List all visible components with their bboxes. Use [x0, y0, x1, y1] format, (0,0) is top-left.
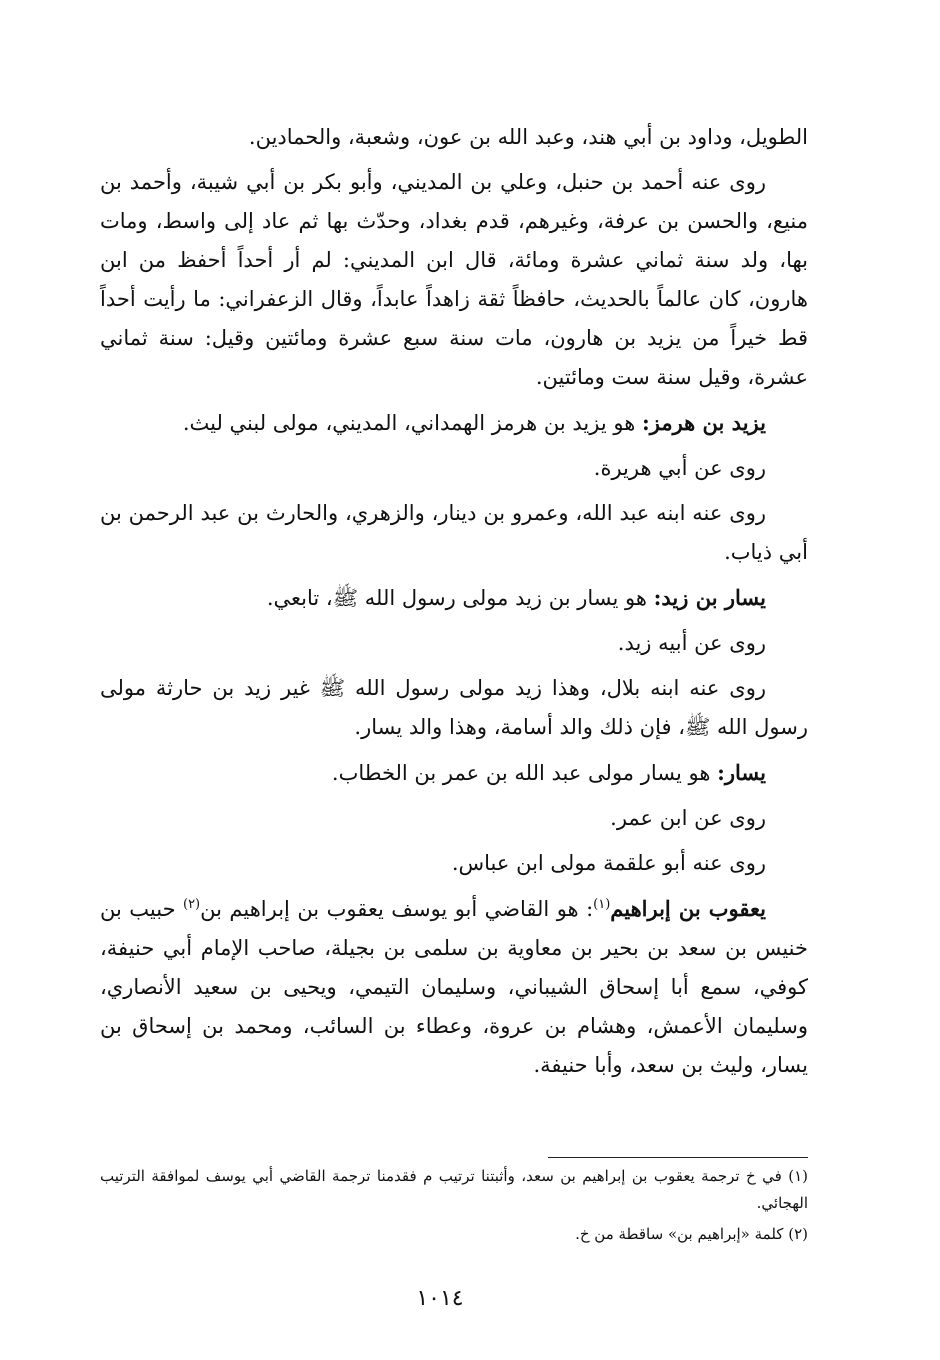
paragraph-4-text: روى عن أبي هريرة. [593, 456, 766, 480]
entry-yasar [100, 753, 808, 793]
paragraph-7-text: روى عن أبيه زيد. [617, 631, 766, 655]
paragraph-5-text: روى عنه ابنه عبد الله، وعمرو بن دينار، والزهري، والحارث بن عبد الرحمن بن أبي ذياب. [100, 501, 808, 564]
paragraph-10 [100, 799, 808, 838]
paragraph-5 [100, 494, 808, 572]
page-number: ١٠١٤ [416, 1286, 464, 1311]
paragraph-11 [100, 844, 808, 883]
entry-heading: يعقوب بن إبراهيم [610, 896, 766, 921]
paragraph-1 [100, 118, 808, 157]
paragraph-2-text: روى عنه أحمد بن حنبل، وعلي بن المديني، وأبو بكر بن أبي شيبة، وأحمد بن منيع، والحسن بن عرفة، وغيرهم، قدم بغداد، وحدّث بها ثم عاد إلى واسط، ومات بها، ولد سنة ثماني عشرة ومائة، قال ابن المديني: لم أر أحداً أحفظ من ابن هارون، كان عالماً بالحديث، حافظاً ثقة زاهداً عابداً، وقال الزعفراني: ما رأيت أحداً قط خيراً من يزيد بن هارون، مات سنة سبع عشرة ومائتين وقيل: سنة ثماني عشرة، وقيل سنة ست ومائتين. [100, 170, 808, 389]
entry-yaqub-ibn-ibrahim [100, 889, 808, 1085]
paragraph-4 [100, 449, 808, 488]
entry-text: هو يسار مولى عبد الله بن عمر بن الخطاب. [331, 761, 718, 785]
paragraph-11-text: روى عنه أبو علقمة مولى ابن عباس. [451, 851, 766, 875]
entry-yazid-ibn-hurmuz [100, 403, 808, 443]
footnote-ref-1[interactable]: (١) [593, 897, 611, 912]
paragraph-7 [100, 624, 808, 663]
footnotes [100, 1163, 808, 1252]
footnote-ref-2[interactable]: (٢) [182, 897, 201, 912]
entry-text-part-2: حبيب بن خنيس بن سعد بن بحير بن معاوية بن سلمى بن بجيلة، صاحب الإمام أبي حنيفة، كوفي، سمع أبا إسحاق الشيباني، وسليمان التيمي، ويحيى بن سعيد الأنصاري، وسليمان الأعمش، وهشام بن عروة، وعطاء بن السائب، ومحمد بن إسحاق بن يسار، وليث بن سعد، وأبا حنيفة. [100, 897, 808, 1077]
page-body [100, 118, 808, 1091]
footnote-2: (٢) كلمة «إبراهيم بن» ساقطة من خ. [575, 1225, 808, 1243]
paragraph-1-text: الطويل، وداود بن أبي هند، وعبد الله بن عون، وشعبة، والحمادين. [248, 125, 808, 149]
paragraph-10-text: روى عن ابن عمر. [610, 806, 766, 830]
entry-heading: يسار: [717, 760, 766, 785]
footnote-1: (١) في خ ترجمة يعقوب بن إبراهيم بن سعد، وأثبتنا ترتيب م فقدمنا ترجمة القاضي أبي يوسف لموافقة الترتيب الهجائي. [100, 1167, 808, 1212]
entry-yasar-ibn-zayd [100, 578, 808, 618]
entry-heading: يسار بن زيد: [653, 585, 766, 610]
entry-text: هو يزيد بن هرمز الهمداني، المديني، مولى لبني ليث. [182, 411, 642, 435]
entry-text: هو يسار بن زيد مولى رسول الله ﷺ، تابعي. [266, 586, 654, 610]
entry-text-part-1: : هو القاضي أبو يوسف يعقوب بن إبراهيم بن [200, 897, 594, 921]
entry-heading: يزيد بن هرمز: [641, 410, 766, 435]
paragraph-8 [100, 669, 808, 747]
paragraph-8-text: روى عنه ابنه بلال، وهذا زيد مولى رسول الله ﷺ غير زيد بن حارثة مولى رسول الله ﷺ، فإن ذلك والد أسامة، وهذا والد يسار. [100, 676, 808, 739]
footnote-divider [548, 1157, 808, 1158]
paragraph-2 [100, 163, 808, 397]
